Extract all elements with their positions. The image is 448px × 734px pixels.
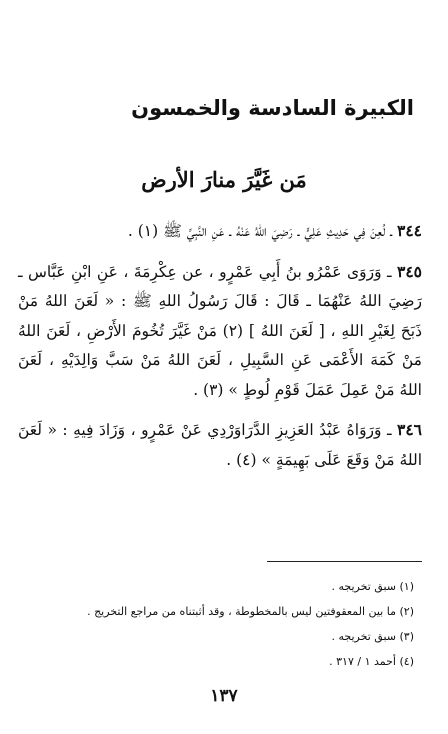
paragraph-346 xyxy=(18,415,422,475)
paragraph-number: ٣٤٥ xyxy=(397,261,422,281)
paragraph-number: ٣٤٤ xyxy=(397,221,422,240)
paragraph-345 xyxy=(18,257,422,406)
footnotes xyxy=(18,574,414,674)
section-title: مَن غَيَّرَ منارَ الأرض xyxy=(141,167,307,192)
paragraph-number: ٣٤٦ xyxy=(397,420,422,439)
paragraph-text: ـ وَرَوَاهُ عَبْدُ العَزِيزِ الدَّرَاوَرْدِي عَنْ عَمْرٍو ، وَزَادَ فِيهِ : « لَعَنَ اللهُ مَنْ وَقَعَ عَلَى بَهِيمَةٍ » (٤) . xyxy=(18,421,422,469)
chapter-title: الكبيرة السادسة والخمسون xyxy=(131,96,414,120)
paragraph-344 xyxy=(18,216,422,247)
footnote-1: (١) سبق تخريجه . xyxy=(331,580,414,593)
page-number: ١٣٧ xyxy=(210,686,238,706)
main-text xyxy=(18,216,422,475)
paragraph-text: ـ وَرَوَى عَمْرُو بنُ أَبِي عَمْرٍو ، عن عِكْرِمَةَ ، عَنِ ابْنِ عَبَّاس ـ رَضِيَ اللهُ عَنْهُمَا ـ قَالَ : قَالَ رَسُولُ اللهِ ﷺ : « لَعَنَ اللهُ مَنْ ذَبَحَ لِغَيْرِ اللهِ ، [ لَعَنَ اللهُ ] (٢) مَنْ غَيَّرَ تُخُومَ الأَرْضِ ، لَعَنَ اللهُ مَنْ كَمَهَ الأَعْمَى عَنِ السَّبِيلِ ، لَعَنَ اللهُ مَنْ سَبَّ وَالِدَيْهِ ، لَعَنَ اللهُ مَنْ عَمِلَ عَمَلَ قَوْمِ لُوطٍ » (٣) . xyxy=(18,262,422,399)
footnote-4: (٤) أحمد ١ / ٣١٧ . xyxy=(329,655,414,668)
footnote-2: (٢) ما بين المعقوفتين ليس بالمخطوطة ، وقد أثبتناه من مراجع التخريج . xyxy=(87,605,414,618)
footnote-divider xyxy=(267,561,422,562)
paragraph-text: ـ لُعِنَ فِي حَدِيثِ عَلِيٍّ ـ رَضِيَ اللهُ عَنْهُ ـ عَنِ النَّبِيِّ ﷺ (١) . xyxy=(127,222,393,240)
footnote-3: (٣) سبق تخريجه . xyxy=(331,630,414,643)
